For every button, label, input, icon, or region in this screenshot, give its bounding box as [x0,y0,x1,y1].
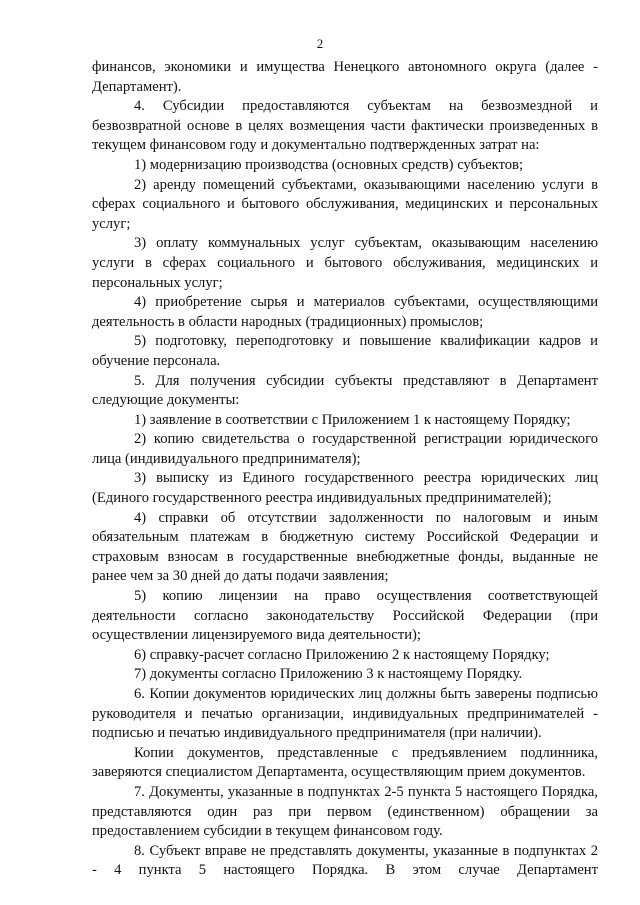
paragraph: 7) документы согласно Приложению 3 к настоящему Порядку. [134,666,523,683]
page-number: 2 [316,36,324,51]
paragraph: 4. Субсидии предоставляются субъектам на безвозмездной и безвозвратной основе в целях возмещения части фактически произведенных в текущем финансовом году и документально подтвержденных затрат на: [92,98,598,154]
paragraph: 2) аренду помещений субъектами, оказывающими населению услуги в сферах социального и бытового обслуживания, медицинских и персональных услуг; [92,176,598,232]
paragraph: 8. Субъект вправе не представлять документы, указанные в подпунктах 2 - 4 пункта 5 настоящего Порядка. В этом случае Департамент [92,842,598,879]
paragraph: финансов, экономики и имущества Ненецкого автономного округа (далее - Департамент). [92,59,598,95]
paragraph: 3) выписку из Единого государственного реестра юридических лиц (Единого государственного реестра индивидуальных предпринимателей); [92,470,598,507]
paragraph: 3) оплату коммунальных услуг субъектам, оказывающим населению услуги в сферах социального и бытового обслуживания, медицинских и персональных услуг; [92,235,598,291]
paragraph: 1) модернизацию производства (основных средств) субъектов; [134,156,523,173]
paragraph: 4) приобретение сырья и материалов субъектами, осуществляющими деятельность в области народных (традиционных) промыслов; [92,294,598,330]
paragraph: 1) заявление в соответствии с Приложением 1 к настоящему Порядку; [134,411,571,428]
paragraph: 5) подготовку, переподготовку и повышение квалификации кадров и обучение персонала. [92,333,598,369]
paragraph: 5. Для получения субсидии субъекты представляют в Департамент следующие документы: [92,372,598,409]
paragraph: 4) справки об отсутствии задолженности по налоговым и иным обязательным платежам в бюджетную систему Российской Федерации и страховым взносам в государственные внебюджетные фонды, выданные не ранее чем за 30 дней до даты подачи заявления; [92,509,598,585]
paragraph: 5) копию лицензии на право осуществления соответствующей деятельности согласно законодательству Российской Федерации (при осуществлении лицензируемого вида деятельности); [92,588,598,644]
paragraph: 6) справку-расчет согласно Приложению 2 к настоящему Порядку; [134,646,550,663]
paragraph: 6. Копии документов юридических лиц должны быть заверены подписью руководителя и печатью организации, индивидуальных предпринимателей - подписью и печатью индивидуального предпринимателя (при наличии). [92,686,598,742]
document-body [92,58,598,881]
paragraph: 7. Документы, указанные в подпунктах 2-5 пункта 5 настоящего Порядка, представляются один раз при первом (единственном) обращении за предоставлением субсидии в текущем финансовом году. [92,783,598,840]
paragraph: 2) копию свидетельства о государственной регистрации юридического лица (индивидуального предпринимателя); [92,431,598,467]
paragraph: Копии документов, представленные с предъявлением подлинника, заверяются специалистом Департамента, осуществляющим прием документов. [92,744,598,781]
